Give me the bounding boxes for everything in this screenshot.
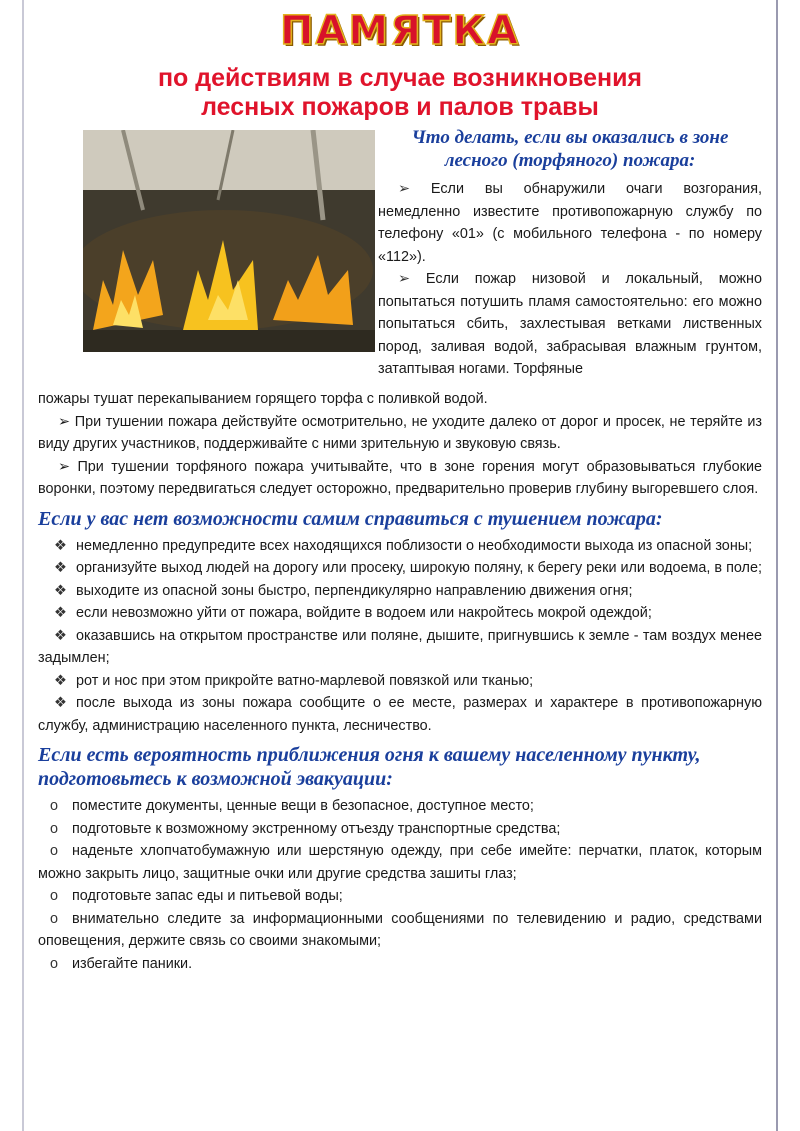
diamond-bullet-icon: ❖ [54,627,67,644]
arrow-bullet-icon: ➢ [398,271,411,287]
list-item: o поместите документы, ценные вещи в безопасное, доступное место; [38,795,762,818]
page-edge-right [776,0,778,1131]
intro-paragraph-3-text: При тушении пожара действуйте осмотрительно, не уходите далеко от дорог и просек, не теряйте из виду других участников, поддерживайте с ними зрительную и звуковую связь. [38,413,763,452]
intro-text-column [378,126,762,381]
circle-bullet-icon: o [50,820,59,837]
intro-paragraph-4 [38,456,762,501]
section-2-heading: Если у вас нет возможности самим справиться с тушением пожара: [38,507,663,530]
intro-paragraph-1 [378,178,762,268]
diamond-bullet-icon: ❖ [54,560,67,576]
intro-heading-line-1: Что делать, если вы оказались в зоне [411,127,729,148]
list-item: ❖ выходите из опасной зоны быстро, перпендикулярно направлению движения огня; [38,580,762,603]
list-item: ❖ рот и нос при этом прикройте ватно-марлевой повязкой или тканью; [38,670,762,693]
arrow-bullet-icon: ➢ [58,458,71,475]
list-item: ❖ оказавшись на открытом пространстве или поляне, дышите, пригнувшись к земле - там воздух менее задымлен; [38,625,762,670]
intro-heading [378,126,762,172]
list-item: o подготовьте к возможному экстренному отъезду транспортные средства; [38,818,762,841]
list-item: o избегайте паники. [38,953,762,976]
list-item: ❖ если невозможно уйти от пожара, войдите в водоем или накройтесь мокрой одеждой; [38,602,762,625]
list-item: o внимательно следите за информационными сообщениями по телевидению и радио, средствами оповещения, держите связь со своими знакомыми; [38,908,762,953]
section-2-list [38,535,762,738]
section-3-list [38,795,762,975]
subtitle-line-1: по действиям в случае возникновения [157,64,643,92]
circle-bullet-icon: o [50,910,59,927]
title-text: ПАМЯТКА [280,8,520,54]
intro-heading-line-2: лесного (торфяного) пожара: [444,150,696,171]
forest-fire-photo [83,130,375,352]
intro-paragraph-3 [38,411,762,456]
circle-bullet-icon: o [50,955,59,972]
diamond-bullet-icon: ❖ [54,537,67,554]
list-item: o наденьте хлопчатобумажную или шерстяную одежду, при себе имейте: перчатки, платок, которым можно закрыть лицо, защитные очки или другие средства зашиты глаз; [38,840,762,885]
intro-paragraph-2-text: Если пожар низовой и локальный, можно попытаться потушить пламя самостоятельно: его можно попытаться сбить, захлестывая ветками лиственных пород, заливая водой, забрасывая влажным грунтом, затаптывая ногами. Торфяные [378,271,763,377]
list-item: o подготовьте запас еды и питьевой воды; [38,885,762,908]
subtitle-line-2: лесных пожаров и палов травы [201,93,599,121]
intro-paragraph-1-text: Если вы обнаружили очаги возгорания, немедленно известите противопожарную службу по телефону «01» (с мобильного телефона - по номеру «112»). [378,181,762,265]
page-edge-left [22,0,24,1131]
intro-paragraph-4-text: При тушении торфяного пожара учитывайте, что в зоне горения могут образовываться глубокие воронки, поэтому передвигаться следует осторожно, предварительно проверив глубину выгоревшего слоя. [38,458,762,497]
leaflet-page [38,8,762,975]
diamond-bullet-icon: ❖ [54,695,67,711]
arrow-bullet-icon: ➢ [398,181,411,197]
diamond-bullet-icon: ❖ [54,605,67,621]
diamond-bullet-icon: ❖ [54,672,67,689]
list-item: ❖ немедленно предупредите всех находящихся поблизости о необходимости выхода из опасной зоны; [38,535,762,558]
leaflet-subtitle [38,64,762,122]
fire-illustration [83,130,375,352]
intro-block [38,126,762,388]
circle-bullet-icon: o [50,798,59,814]
arrow-bullet-icon: ➢ [58,413,71,430]
list-item: ❖ организуйте выход людей на дорогу или просеку, широкую поляну, к берегу реки или водоема, в поле; [38,557,762,580]
circle-bullet-icon: o [50,843,59,859]
intro-paragraph-2 [378,268,762,381]
diamond-bullet-icon: ❖ [54,582,67,599]
intro-paragraph-2-continued: пожары тушат перекапыванием горящего торфа с поливкой водой. [38,391,488,407]
leaflet-title [38,8,762,56]
circle-bullet-icon: o [50,888,59,904]
list-item: ❖ после выхода из зоны пожара сообщите о ее месте, размерах и характере в противопожарную службу, администрацию населенного пункта, лесничество. [38,692,762,737]
section-3-heading: Если есть вероятность приближения огня к вашему населенному пункту, подготовьтесь к возможной эвакуации: [38,744,701,790]
